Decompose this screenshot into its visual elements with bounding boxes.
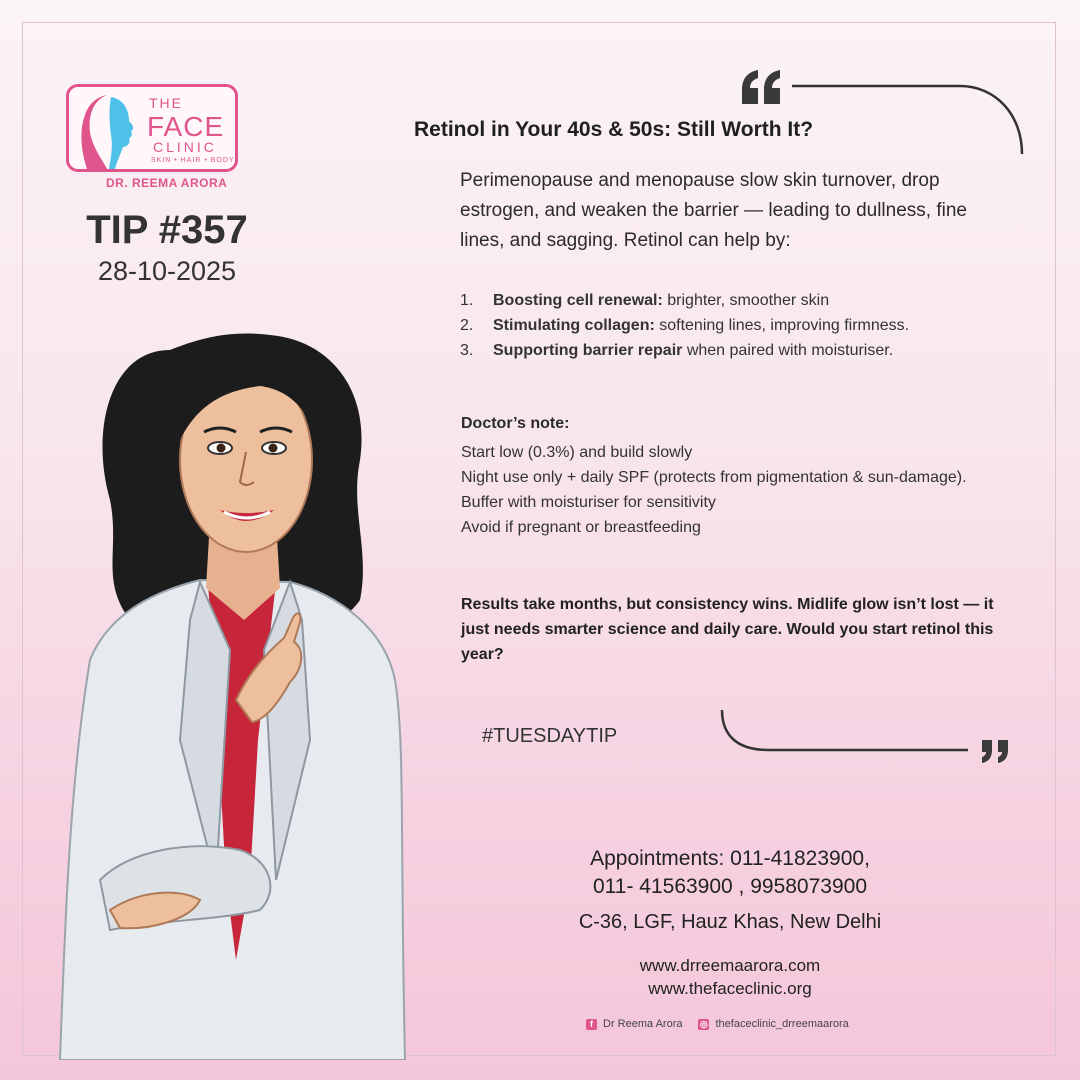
list-number: 2.: [460, 317, 474, 334]
list-number: 1.: [460, 292, 474, 309]
facebook-handle[interactable]: Dr Reema Arora: [603, 1018, 683, 1030]
website-link-2[interactable]: www.thefaceclinic.org: [648, 979, 812, 998]
logo-doctor-name: DR. REEMA ARORA: [106, 176, 228, 190]
list-item: [460, 313, 1000, 338]
hashtag: #TUESDAYTIP: [482, 725, 618, 747]
logo-face-text: FACE: [147, 111, 225, 142]
open-quote-icon: [738, 68, 786, 108]
list-item-bold: Stimulating collagen:: [493, 317, 655, 334]
list-number: 3.: [460, 342, 474, 359]
clinic-address: C-36, LGF, Hauz Khas, New Delhi: [578, 911, 882, 933]
logo-clinic-text: CLINIC: [153, 139, 217, 155]
logo-the-text: THE: [149, 95, 183, 111]
intro-paragraph: Perimenopause and menopause slow skin turnover, drop estrogen, and weaken the barrier — leading to dullness, fine lines, and sagging. Retinol can help by:: [460, 170, 967, 251]
appointments-line-1: Appointments: 011-41823900,: [590, 847, 870, 870]
social-links: [586, 1018, 849, 1030]
appointments-line-2: 011- 41563900 , 9958073900: [592, 875, 868, 898]
doctor-notes-list: [461, 440, 1001, 540]
list-item: [460, 338, 1000, 363]
quote-decoration-line: [790, 84, 1030, 158]
note-item: Avoid if pregnant or breastfeeding: [461, 519, 701, 536]
doctor-illustration: [40, 320, 420, 1060]
logo-tagline: SKIN • HAIR • BODY: [151, 157, 235, 164]
list-item-bold: Boosting cell renewal:: [493, 292, 663, 309]
doctor-note-heading: Doctor’s note:: [461, 415, 570, 432]
list-item-text: softening lines, improving firmness.: [654, 317, 910, 334]
close-quote-icon: [980, 738, 1012, 764]
logo-box: [66, 84, 238, 172]
tip-number: TIP #357: [86, 208, 248, 252]
note-item: Start low (0.3%) and build slowly: [461, 444, 693, 461]
list-item-bold: Supporting barrier repair: [493, 342, 683, 359]
list-item-text: brighter, smoother skin: [662, 292, 830, 309]
facebook-icon[interactable]: f: [586, 1019, 597, 1030]
instagram-handle[interactable]: thefaceclinic_drreemaarora: [715, 1018, 849, 1030]
note-item: Night use only + daily SPF (protects from pigmentation & sun-damage).: [461, 469, 967, 486]
face-profile-icon: [77, 91, 143, 171]
clinic-logo: [66, 84, 240, 190]
closing-paragraph: Results take months, but consistency wins. Midlife glow isn’t lost — it just needs smarter science and daily care. Would you start retinol this year?: [461, 596, 994, 663]
tip-title: Retinol in Your 40s & 50s: Still Worth It?: [414, 118, 814, 141]
quote-decoration-line-bottom: [718, 708, 974, 758]
list-item: [460, 288, 1000, 313]
instagram-icon[interactable]: ◎: [700, 1018, 708, 1029]
appointments-info: [560, 845, 900, 901]
benefits-list: [460, 288, 1000, 363]
website-link-1[interactable]: www.drreemaarora.com: [639, 956, 821, 975]
note-item: Buffer with moisturiser for sensitivity: [461, 494, 716, 511]
list-item-text: when paired with moisturiser.: [682, 342, 894, 359]
websites: [580, 954, 880, 1000]
tip-date: 28-10-2025: [97, 256, 237, 286]
